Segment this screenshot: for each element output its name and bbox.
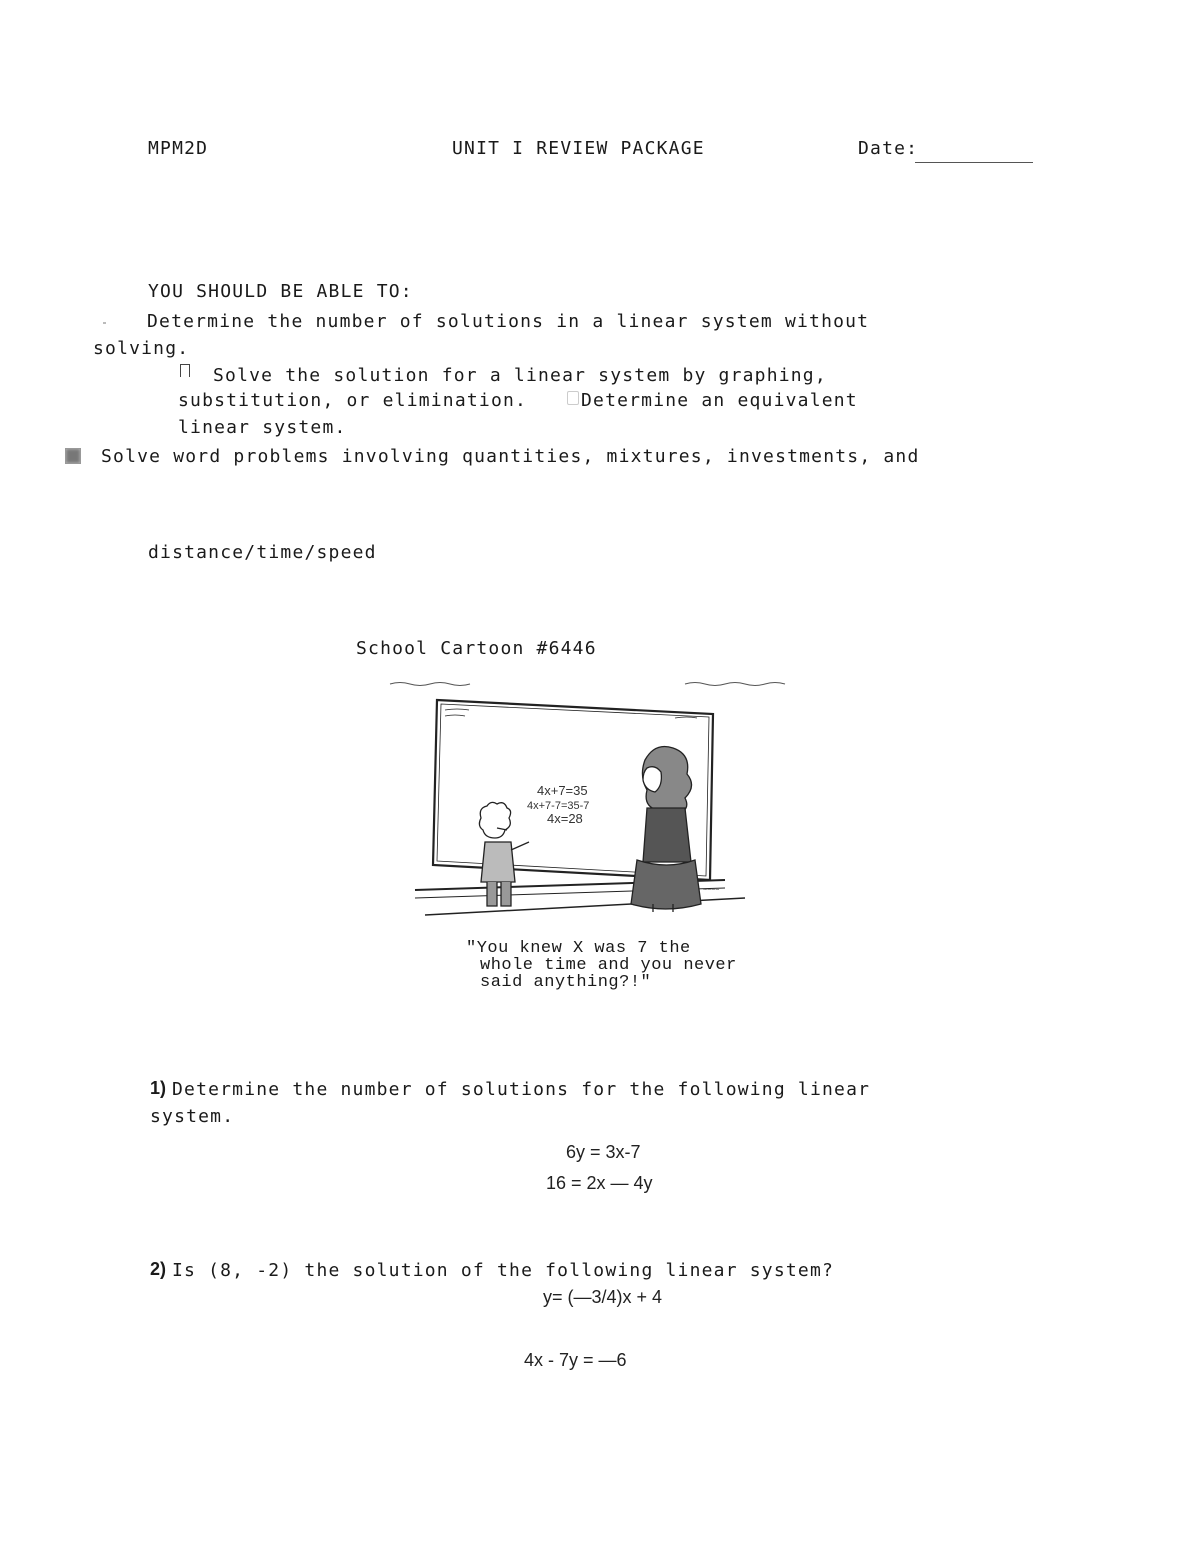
square-bullet-icon [65, 448, 81, 464]
board-equation-2: 4x+7-7=35-7 [527, 800, 590, 812]
question-2-number: 2) [150, 1259, 167, 1279]
cartoon-title: School Cartoon #6446 [356, 638, 597, 659]
cartoon-caption-line-2: whole time and you never [480, 956, 737, 975]
page-title: UNIT I REVIEW PACKAGE [452, 138, 705, 159]
box-bullet-icon [180, 364, 190, 377]
objective-2-line-2a: substitution, or elimination. [178, 390, 528, 411]
date-label: Date: [858, 138, 919, 159]
objective-1-line-1: Determine the number of solutions in a linear system without [147, 311, 870, 332]
question-1-equation-1: 6y = 3x-7 [566, 1142, 641, 1162]
teacher-figure [631, 747, 701, 913]
cartoon-caption-line-1: "You knew X was 7 the [466, 939, 691, 958]
objective-2-line-1: Solve the solution for a linear system by graphing, [213, 365, 827, 386]
objective-3-line-2: distance/time/speed [148, 542, 377, 563]
question-2-text-line-1: Is (8, -2) the solution of the following linear system? [172, 1260, 835, 1281]
box-bullet-icon [567, 391, 579, 405]
objective-2-line-3: linear system. [178, 417, 347, 438]
board-equation-1: 4x+7=35 [537, 783, 588, 798]
bullet-dot-icon [103, 322, 106, 324]
question-1-text-line-2: system. [150, 1106, 235, 1127]
school-cartoon-illustration [385, 670, 805, 935]
question-1-equation-2: 16 = 2x — 4y [546, 1173, 653, 1193]
date-field-line[interactable] [915, 162, 1033, 163]
question-2-equation-2: 4x - 7y = —6 [524, 1350, 627, 1370]
question-1-number: 1) [150, 1078, 167, 1098]
objective-2-line-2b: Determine an equivalent [581, 390, 858, 411]
cartoon-credit-marks [390, 683, 785, 686]
course-code: MPM2D [148, 138, 209, 159]
board-equation-3: 4x=28 [547, 811, 583, 826]
cartoon-caption-line-3: said anything?!" [480, 973, 652, 992]
objectives-heading: YOU SHOULD BE ABLE TO: [148, 281, 413, 302]
objective-1-line-2: solving. [93, 338, 190, 359]
artist-signature: ~~~~ [703, 887, 720, 894]
boy-figure [479, 802, 529, 906]
question-1-text-line-1: Determine the number of solutions for the following linear [172, 1079, 871, 1100]
objective-3-line-1: Solve word problems involving quantities, mixtures, investments, and [101, 446, 920, 467]
question-2-equation-1: y= (—3/4)x + 4 [543, 1287, 663, 1307]
